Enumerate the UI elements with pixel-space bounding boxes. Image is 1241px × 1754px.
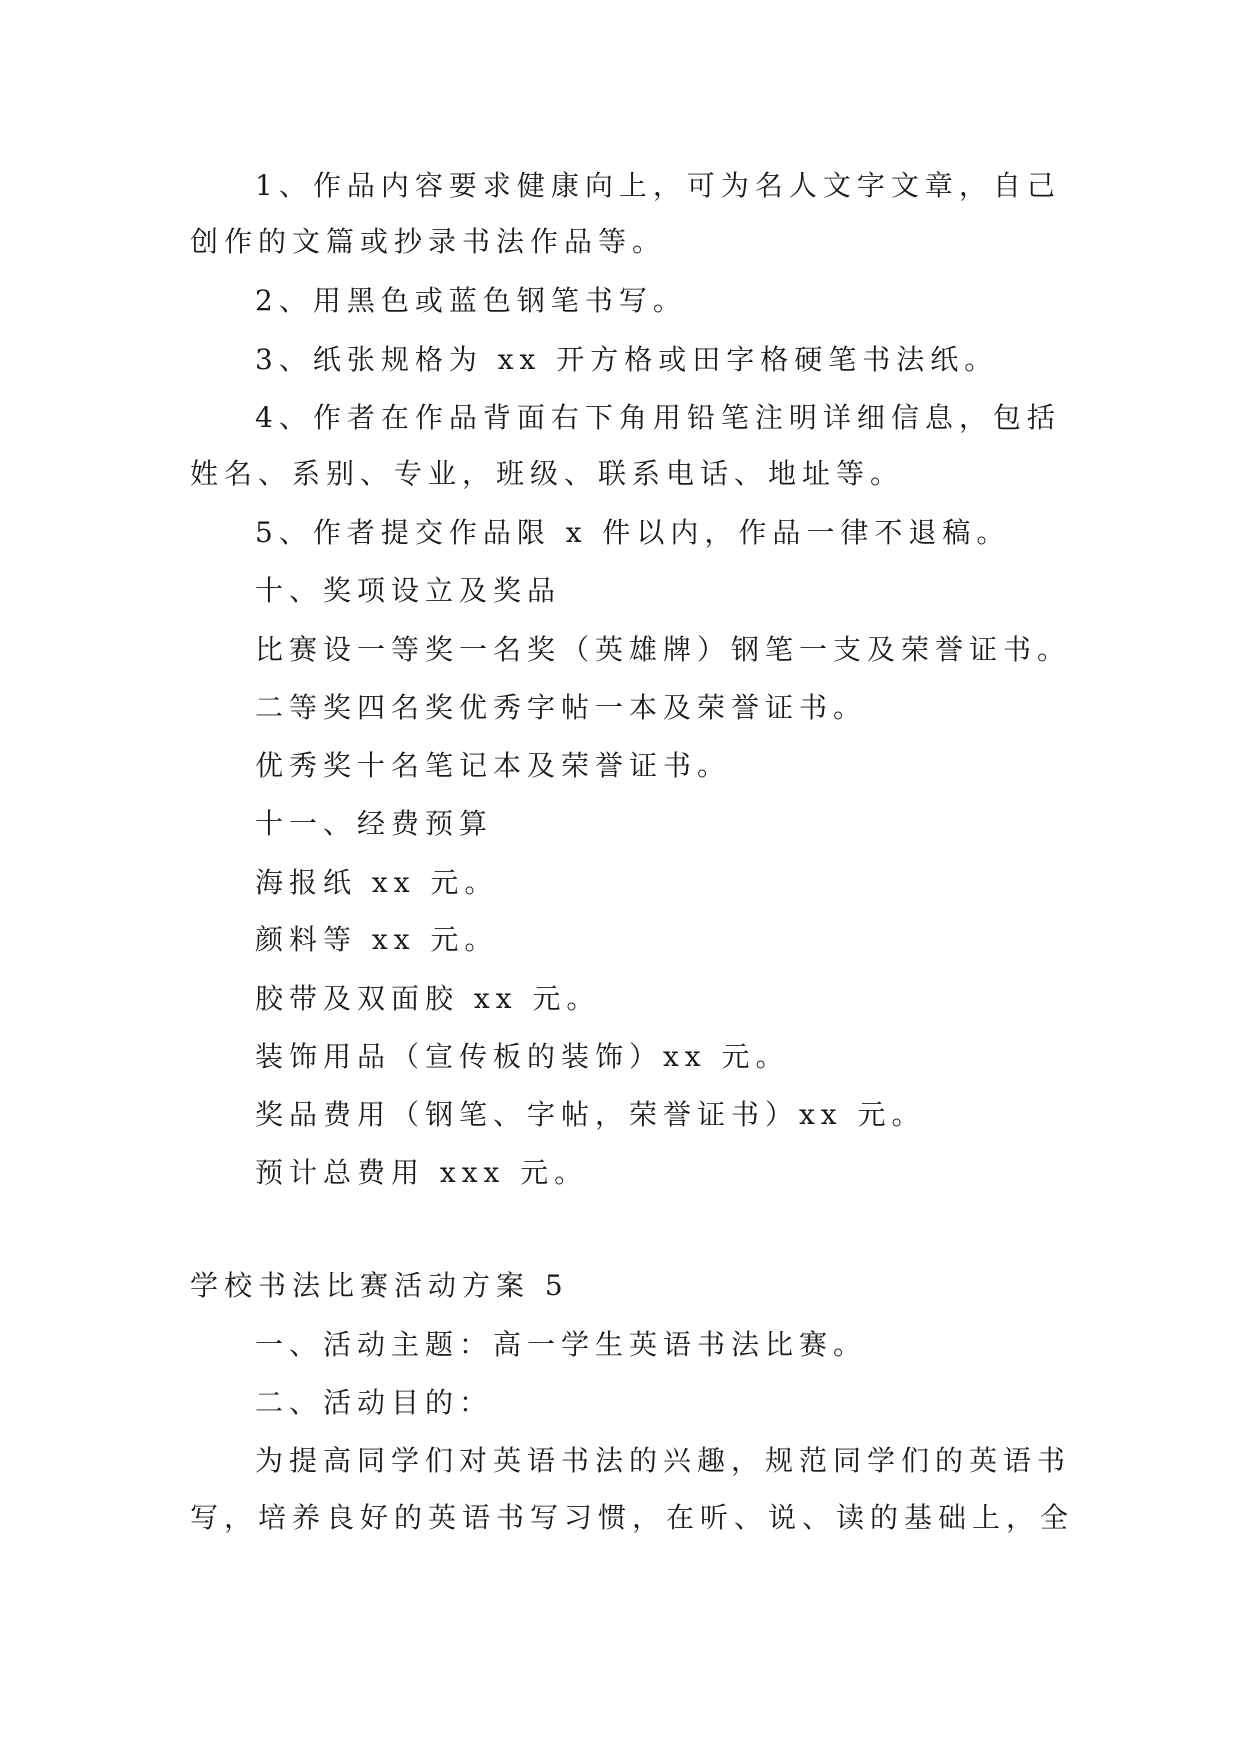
paragraph-line: 二、活动目的： bbox=[255, 1386, 494, 1419]
document-title: 学校书法比赛活动方案 5 bbox=[190, 1269, 569, 1302]
paragraph-line: 二等奖四名奖优秀字帖一本及荣誉证书。 bbox=[255, 691, 868, 724]
paragraph-line: 1、作品内容要求健康向上，可为名人文字文章，自己 bbox=[255, 169, 1061, 202]
paragraph-line: 奖品费用（钢笔、字帖，荣誉证书）xx 元。 bbox=[255, 1098, 926, 1131]
paragraph-line: 胶带及双面胶 xx 元。 bbox=[255, 982, 601, 1015]
paragraph-line: 颜料等 xx 元。 bbox=[255, 923, 499, 956]
paragraph-line: 4、作者在作品背面右下角用铅笔注明详细信息，包括 bbox=[255, 401, 1061, 434]
paragraph-line: 比赛设一等奖一名奖（英雄牌）钢笔一支及荣誉证书。 bbox=[255, 633, 1072, 666]
paragraph-line: 优秀奖十名笔记本及荣誉证书。 bbox=[255, 749, 732, 782]
paragraph-line: 预计总费用 xxx 元。 bbox=[255, 1156, 589, 1189]
section-heading: 十、奖项设立及奖品 bbox=[255, 574, 562, 607]
paragraph-line: 姓名、系别、专业，班级、联系电话、地址等。 bbox=[190, 457, 905, 490]
paragraph-line: 5、作者提交作品限 x 件以内，作品一律不退稿。 bbox=[255, 516, 1011, 549]
paragraph-line: 海报纸 xx 元。 bbox=[255, 866, 499, 899]
paragraph-line: 写，培养良好的英语书写习惯，在听、说、读的基础上，全 bbox=[190, 1501, 1075, 1534]
section-heading: 十一、经费预算 bbox=[255, 807, 494, 840]
paragraph-line: 一、活动主题：高一学生英语书法比赛。 bbox=[255, 1328, 868, 1361]
paragraph-line: 装饰用品（宣传板的装饰）xx 元。 bbox=[255, 1040, 790, 1073]
paragraph-line: 2、用黑色或蓝色钢笔书写。 bbox=[255, 284, 687, 317]
paragraph-line: 创作的文篇或抄录书法作品等。 bbox=[190, 225, 667, 258]
paragraph-line: 为提高同学们对英语书法的兴趣，规范同学们的英语书 bbox=[255, 1444, 1072, 1477]
paragraph-line: 3、纸张规格为 xx 开方格或田字格硬笔书法纸。 bbox=[255, 343, 999, 376]
